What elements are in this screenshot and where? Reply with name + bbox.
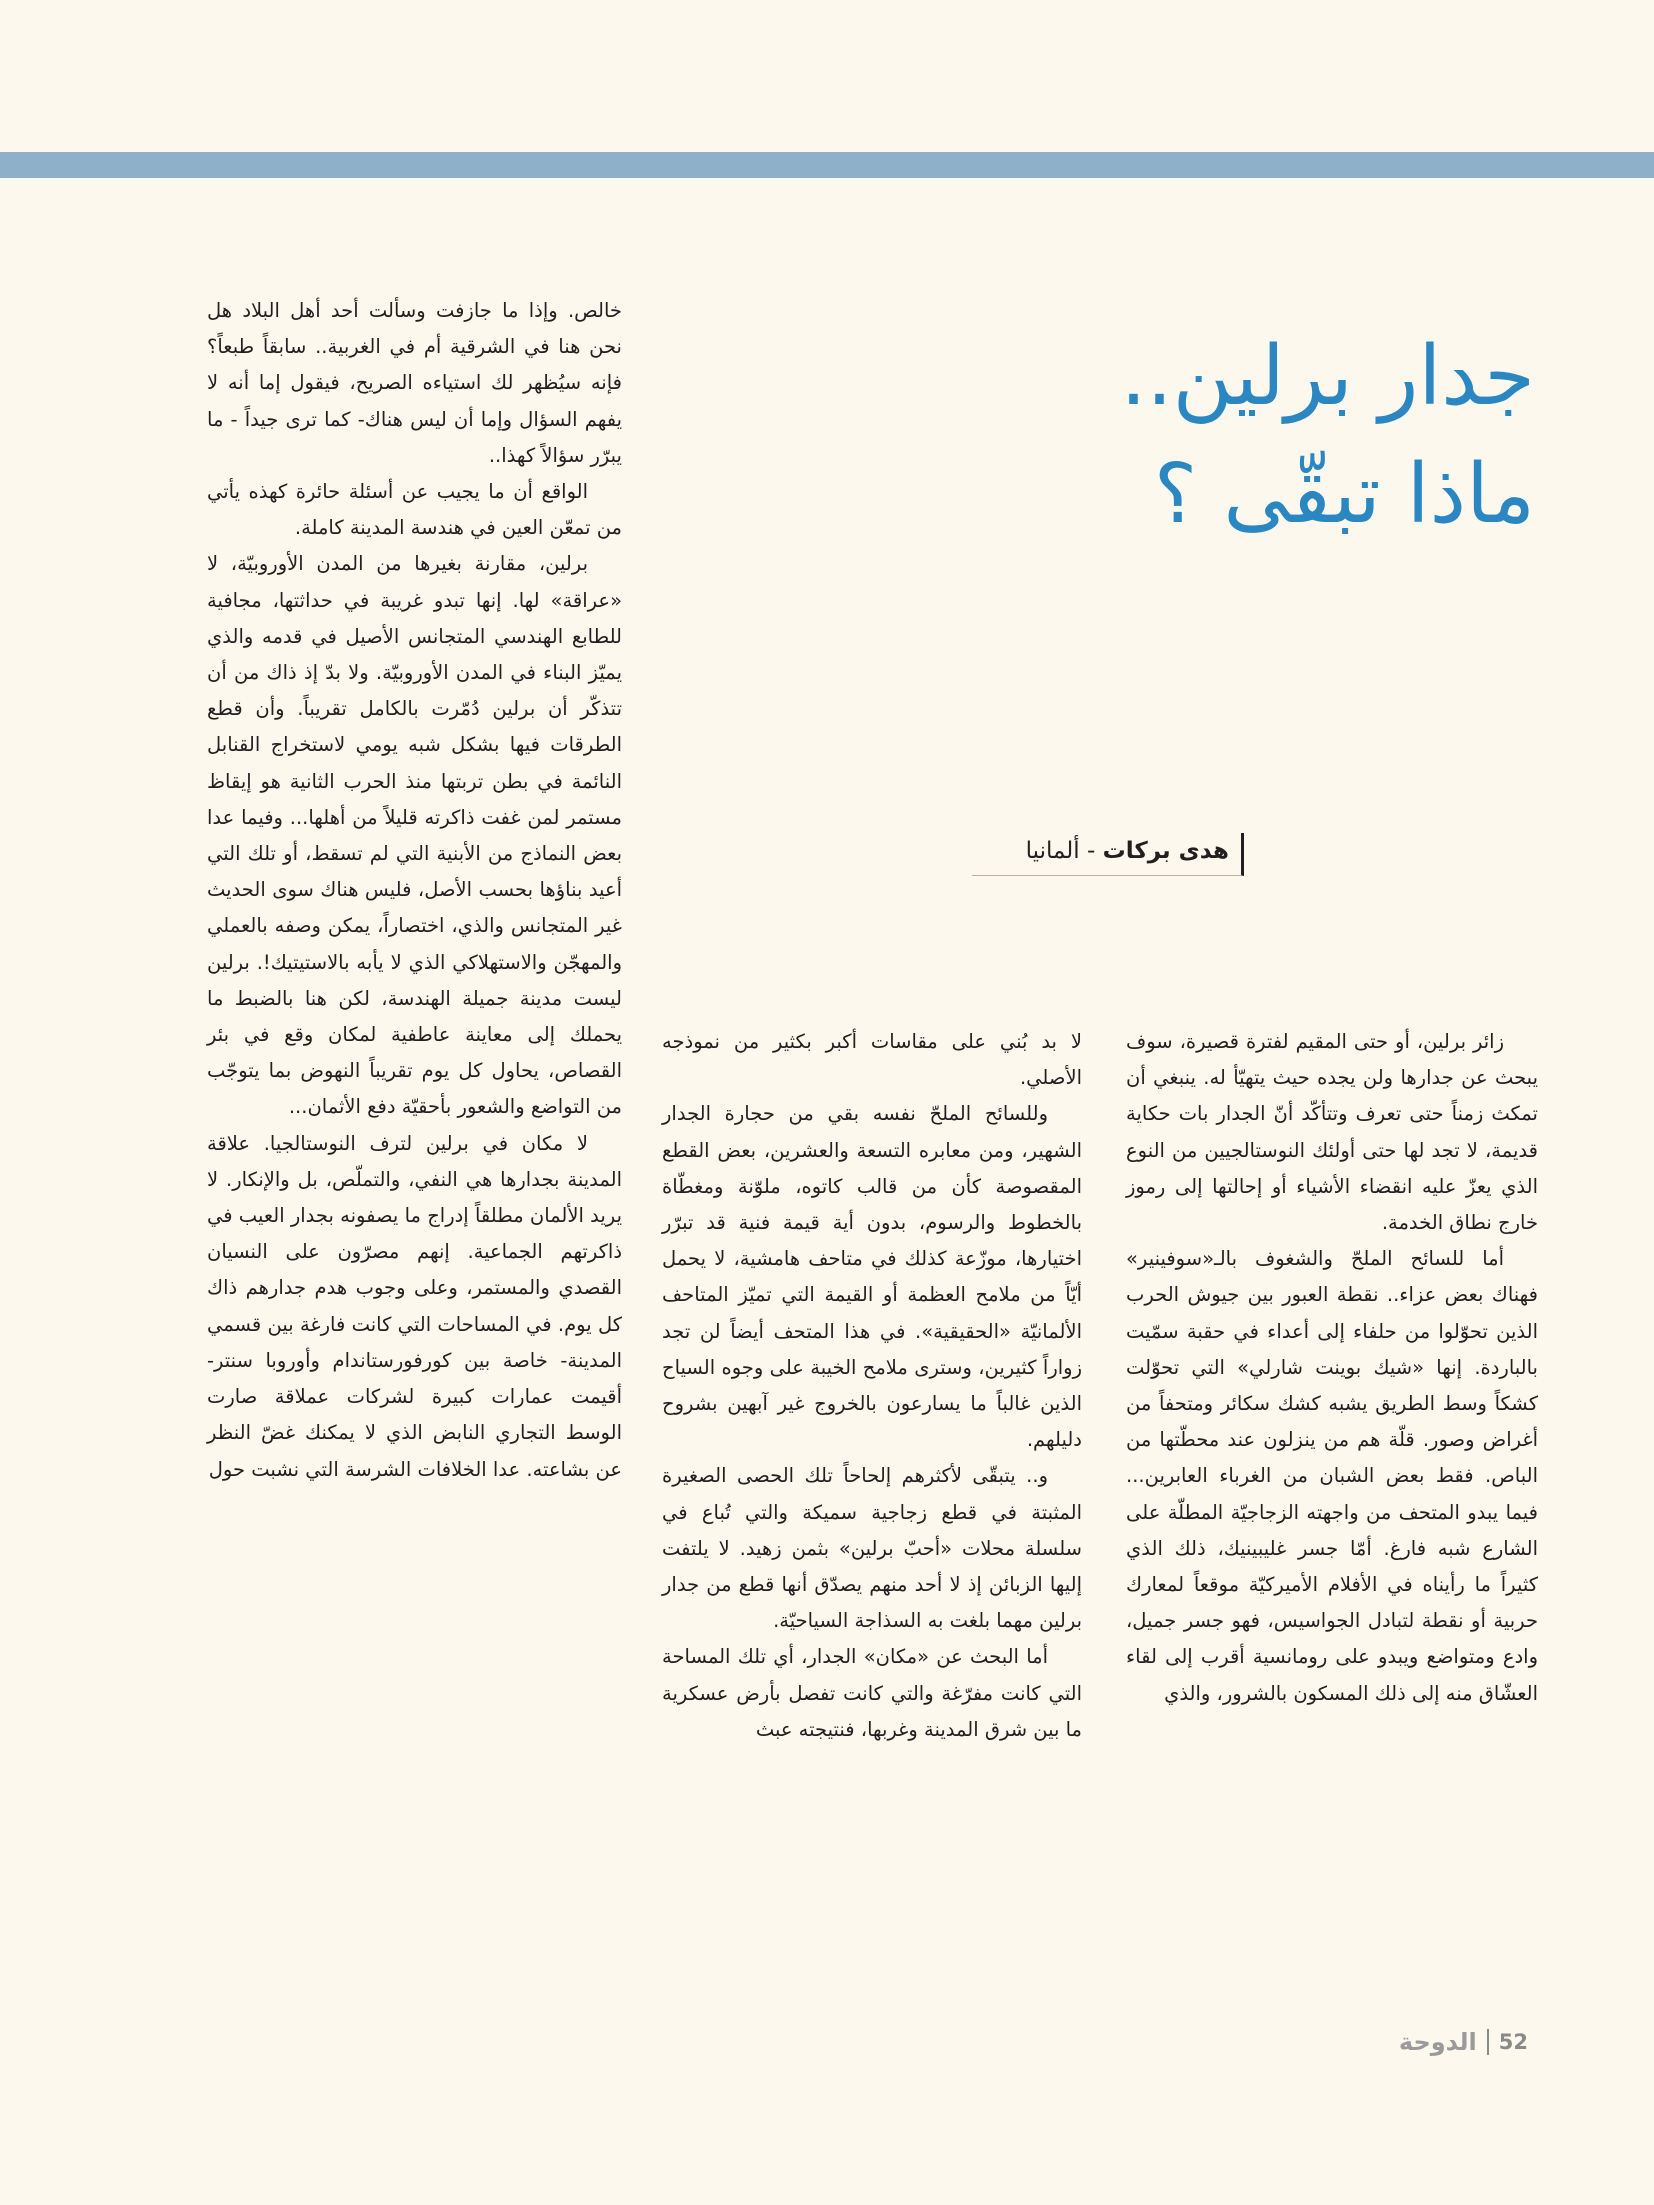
paragraph: و.. يتبقّى لأكثرهم إلحاحاً تلك الحصى الصغيرة المثبتة في قطع زجاجية سميكة والتي تُباع في سلسلة محلات «أحبّ برلين» بثمن زهيد. لا يلتفت إليها الزبائن إذ لا أحد منهم يصدّق أنها قطع من جدار برلين مهما بلغت به السذاجة السياحيّة. [662,1464,1082,1633]
footer-divider [1487,2029,1489,2055]
text-column-left [207,293,622,2159]
paragraph: لا مكان في برلين لترف النوستالجيا. علاقة المدينة بجدارها هي النفي، والتملّص، بل والإنكار. لا يريد الألمان مطلقاً إدراج ما يصفونه بجدار العيب في ذاكرتهم الجماعية. إنهم مصرّون على النسيان القصدي والمستمر، وعلى وجوب هدم جدارهم ذاك كل يوم. في المساحات التي كانت فارغة بين قسمي المدينة- خاصة بين كورفورستاندام وأوروبا سنتر- أقيمت عمارات كبيرة لشركات عملاقة صارت الوسط التجاري النابض الذي لا يمكنك غضّ النظر عن بشاعته. عدا الخلافات الشرسة التي نشبت حول [207,1131,622,1481]
paragraph: لا بد بُني على مقاسات أكبر بكثير من نموذجه الأصلي. [662,1030,1082,1090]
byline [972,833,1244,876]
title-line-1: جدار برلين.. [1120,329,1535,424]
paragraph: خالص. وإذا ما جازفت وسألت أحد أهل البلاد هل نحن هنا في الشرقية أم في الغربية.. سابقاً طبعاً؟ فإنه سيُظهر لك استياءه الصريح، فيقول إما أنه لا يفهم السؤال وإما أن ليس هناك- كما ترى جيداً - ما يبرّر سؤالاً كهذا.. [207,299,622,467]
author-name: هدى بركات [1102,838,1229,864]
text-column-middle [662,1024,1082,2159]
paragraph: برلين، مقارنة بغيرها من المدن الأوروبيّة، لا «عراقة» لها. إنها تبدو غريبة في حداثتها، مجافية للطابع الهندسي المتجانس الأصيل في قدمه والذي يميّز البناء في المدن الأوروبيّة. ولا بدّ إذ ذاك من أن تتذكّر أن برلين دُمّرت بالكامل تقريباً. وأن قطع الطرقات فيها بشكل شبه يومي لاستخراج القنابل النائمة في بطن تربتها منذ الحرب الثانية هو إيقاظ مستمر لمن غفت ذاكرته قليلاً من أهلها... وفيما عدا بعض النماذج من الأبنية التي لم تسقط، أو تلك التي أعيد بناؤها بحسب الأصل، فليس هناك سوى الحديث غير المتجانس والذي، اختصاراً، يمكن وصفه بالعملي والمهجّن والاستهلاكي الذي لا يأبه بالاستيتيك!. برلين ليست مدينة جميلة الهندسة، لكن هنا بالضبط ما يحملك إلى معاينة عاطفية لمكان وقع في بئر القصاص، يحاول كل يوم تقريباً النهوض بما يتوجّب من التواضع والشعور بأحقيّة دفع الأثمان... [207,552,622,1119]
paragraph: أما للسائح الملحّ والشغوف بالـ«سوفينير» فهناك بعض عزاء.. نقطة العبور بين جيوش الحرب الذين تحوّلوا من حلفاء إلى أعداء في حقبة سمّيت بالباردة. إنها «شيك بوينت شارلي» التي تحوّلت كشكاً وسط الطريق يشبه كشك سكائر ومتحفاً من أغراض وصور. قلّة هم من ينزلون عند محطّتها من الباص. فقط بعض الشبان من الغرباء العابرين... فيما يبدو المتحف من واجهته الزجاجيّة المطلّة على الشارع شبه فارغ. أمّا جسر غليبينيك، ذلك الذي كثيراً ما رأيناه في الأفلام الأميركيّة موقعاً لمعارك حربية أو نقطة لتبادل الجواسيس، فهو جسر جميل، وادع ومتواضع ويبدو على رومانسية أقرب إلى لقاء العشّاق منه إلى ذلك المسكون بالشرور، والذي [1126,1247,1538,1705]
page-number: 52 [1498,2030,1528,2054]
page-footer [1399,2028,1528,2056]
text-column-right [1126,1024,1538,2159]
title-line-2: ماذا تبقّى ؟ [1153,447,1535,542]
paragraph: زائر برلين، أو حتى المقيم لفترة قصيرة، سوف يبحث عن جدارها ولن يجده حيث يتهيّأ له. ينبغي أن تمكث زمناً حتى تعرف وتتأكّد أنّ الجدار بات حكاية قديمة، لا تجد لها حتى أولئك النوستالجيين من النوع الذي يعزّ عليه انقضاء الأشياء أو إحالتها إلى رموز خارج نطاق الخدمة. [1126,1030,1538,1235]
paragraph: أما البحث عن «مكان» الجدار، أي تلك المساحة التي كانت مفرّغة والتي كانت تفصل بأرض عسكرية ما بين شرق المدينة وغربها، فنتيجته عبث [662,1645,1082,1741]
paragraph: وللسائح الملحّ نفسه بقي من حجارة الجدار الشهير، ومن معابره التسعة والعشرين، بعض القطع المقصوصة كأن من قالب كاتوه، ملوّنة ومغطّاة بالخطوط والرسوم، بدون أية قيمة فنية قد تبرّر اختيارها، موزّعة كذلك في متاحف هامشية، لا يحمل أيّاً من ملامح العظمة أو القيمة التي تميّز المتاحف الألمانيّة «الحقيقية». في هذا المتحف أيضاً لن تجد زواراً كثيرين، وسترى ملامح الخيبة على وجوه السياح الذين غالباً ما يسارعون بالخروج غير آبهين بشروح دليلهم. [662,1102,1082,1452]
article-title [915,318,1535,554]
author-location: - ألمانيا [1025,838,1096,864]
magazine-name: الدوحة [1398,2028,1477,2056]
paragraph: الواقع أن ما يجيب عن أسئلة حائرة كهذه يأتي من تمعّن العين في هندسة المدينة كاملة. [207,480,622,540]
top-decorative-band [0,152,1654,178]
